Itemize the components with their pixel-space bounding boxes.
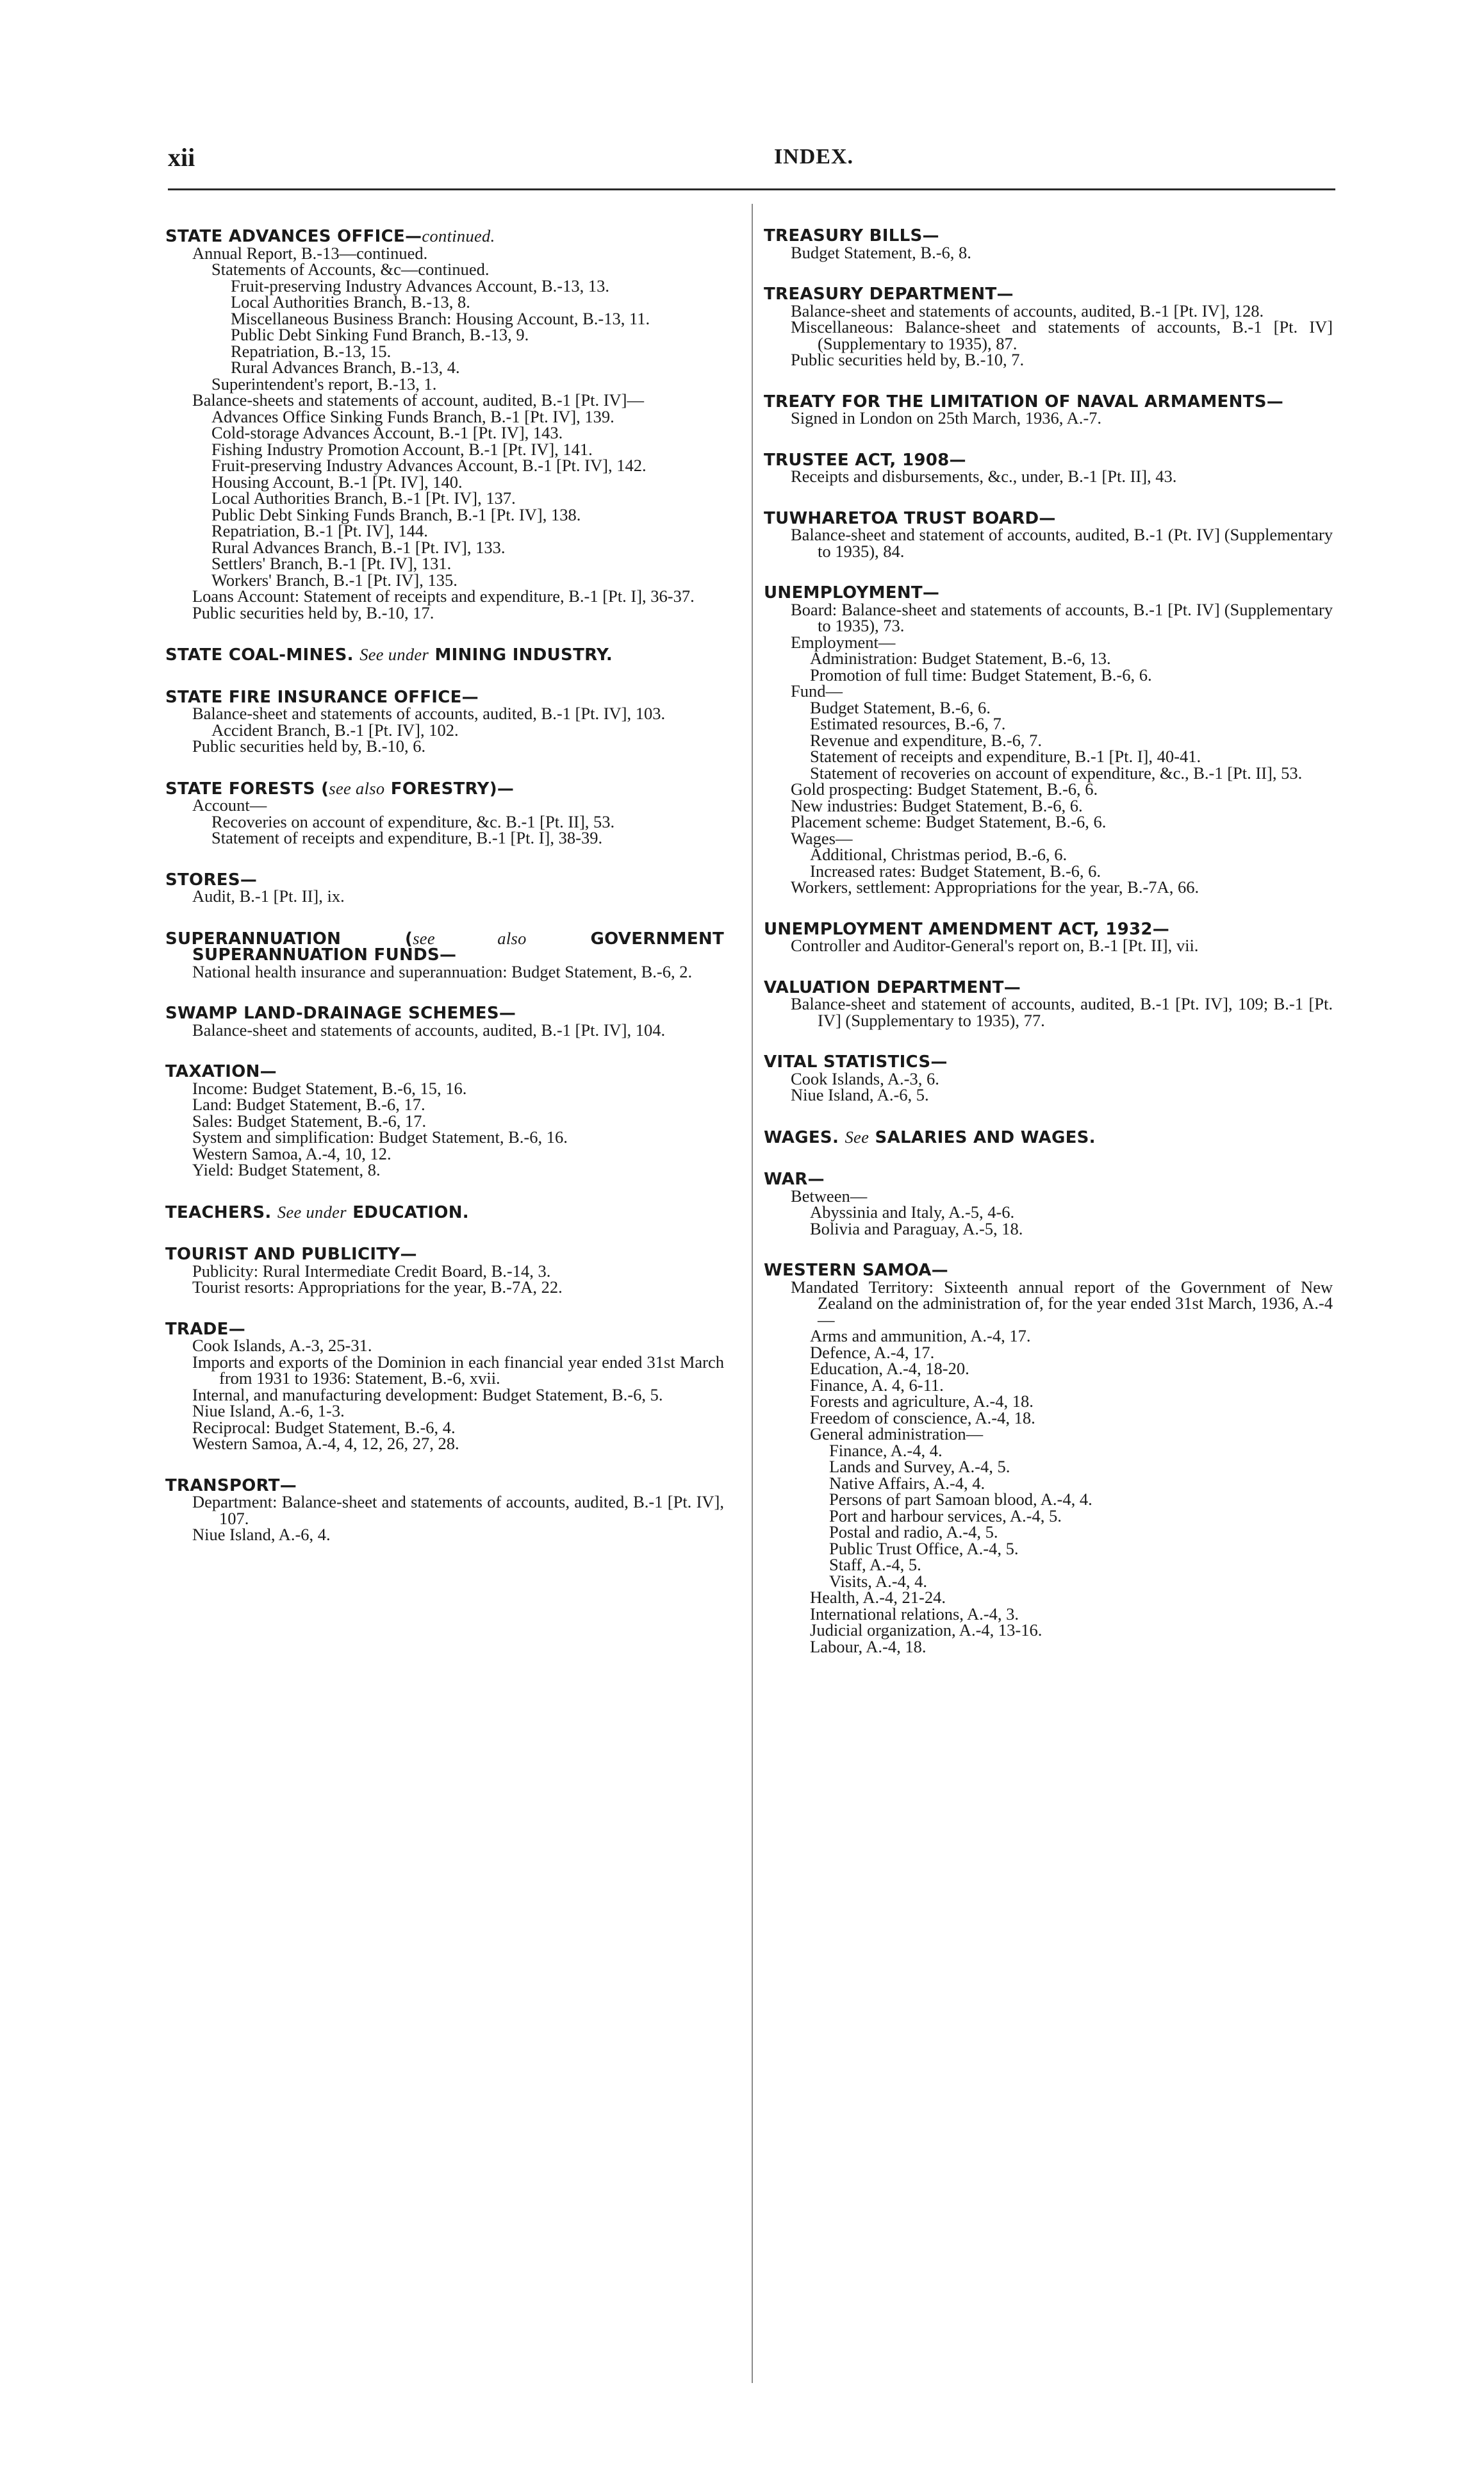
entry-subline: Housing Account, B.-1 [Pt. IV], 140.: [211, 472, 463, 492]
entry-subline: Recoveries on account of expenditure, &c. B.-1 [Pt. II], 53.: [211, 811, 615, 831]
entry-subline: National health insurance and superannuation: Budget Statement, B.-6, 2.: [192, 961, 693, 981]
entry-subline: Accident Branch, B.-1 [Pt. IV], 102.: [211, 720, 459, 740]
entry-subline: Bolivia and Paraguay, A.-5, 18.: [810, 1218, 1023, 1238]
entry-heading-crossref: See: [845, 1127, 870, 1147]
entry-heading-text: TREASURY BILLS—: [764, 226, 939, 245]
entry-subline: Balance-sheet and statements of accounts, audited, B.-1 [Pt. IV], 104.: [192, 1020, 666, 1040]
entry-heading-crossref: see also: [329, 778, 385, 798]
entry-subline: Annual Report, B.-13—continued.: [192, 243, 428, 263]
entry-subline: Abyssinia and Italy, A.-5, 4-6.: [810, 1202, 1015, 1222]
entry-subline: Statement of recoveries on account of expenditure, &c., B.-1 [Pt. II], 53.: [810, 763, 1303, 783]
entry-heading: [165, 1006, 724, 1022]
entry-subline: Balance-sheet and statement of accounts, audited, B.-1 (Pt. IV] (Supplementary to 1935), 84.: [791, 525, 1333, 561]
entry-subline: Judicial organization, A.-4, 13-16.: [810, 1620, 1043, 1640]
entry-subline: Labour, A.-4, 18.: [810, 1636, 927, 1656]
entry-subline: Increased rates: Budget Statement, B.-6, 6.: [810, 861, 1101, 881]
entry-heading-text: TUWHARETOA TRUST BOARD—: [764, 508, 1056, 528]
entry-subline: Visits, A.-4, 4.: [829, 1571, 928, 1591]
entry-subline: Niue Island, A.-6, 4.: [192, 1525, 331, 1544]
entry-subline: Between—: [791, 1186, 868, 1206]
entry-subline: General administration—: [810, 1424, 984, 1443]
entry-heading-crossref: See under: [277, 1202, 347, 1222]
entry-heading-text: STATE COAL-MINES.: [165, 645, 360, 665]
entry-subline: Finance, A.-4, 4.: [829, 1440, 943, 1460]
entry-subline: Native Affairs, A.-4, 4.: [829, 1473, 985, 1493]
running-head: INDEX.: [773, 145, 854, 169]
entry-subline: Estimated resources, B.-6, 7.: [810, 714, 1006, 733]
entry-subline: Miscellaneous: Balance-sheet and statements of accounts, B.-1 [Pt. IV] (Supplementary to 1935), 87.: [791, 317, 1333, 353]
index-entry: [165, 228, 724, 621]
entry-heading: [165, 928, 724, 965]
index-entry: [764, 450, 1333, 486]
entry-heading-crossref: see also: [413, 928, 527, 948]
entry-subline: Lands and Survey, A.-4, 5.: [829, 1457, 1010, 1476]
entry-subline: Local Authorities Branch, B.-13, 8.: [231, 292, 470, 311]
entry-heading-text: TAXATION—: [165, 1062, 277, 1081]
column-divider: [752, 204, 753, 2383]
entry-subline: Western Samoa, A.-4, 4, 12, 26, 27, 28.: [192, 1434, 459, 1453]
entry-subline: Fishing Industry Promotion Account, B.-1 [Pt. IV], 141.: [211, 439, 593, 459]
entry-subline: Niue Island, A.-6, 1-3.: [192, 1401, 345, 1420]
entry-heading-target: SALARIES AND WAGES.: [869, 1127, 1096, 1147]
entry-subline: Administration: Budget Statement, B.-6, 13.: [810, 649, 1111, 668]
entry-heading-target: GOVERNMENT SUPERANNUATION FUNDS—: [192, 929, 724, 965]
entry-subline: Fund—: [791, 681, 843, 701]
entry-subline: Miscellaneous Business Branch: Housing Account, B.-13, 11.: [231, 308, 650, 328]
entry-subline: Additional, Christmas period, B.-6, 6.: [810, 845, 1068, 864]
entry-heading-crossref: continued.: [422, 226, 495, 245]
entry-subline: Forests and agriculture, A.-4, 18.: [810, 1391, 1034, 1411]
entry-heading: [764, 1129, 1333, 1147]
entry-subline: Loans Account: Statement of receipts and expenditure, B.-1 [Pt. I], 36-37.: [192, 586, 695, 606]
entry-subline: Account—: [192, 795, 267, 815]
index-entry: [764, 228, 1333, 261]
entry-subline: Finance, A. 4, 6-11.: [810, 1375, 944, 1395]
entry-subline: System and simplification: Budget Statement, B.-6, 16.: [192, 1127, 568, 1147]
index-entry: [764, 1172, 1333, 1237]
entry-subline: New industries: Budget Statement, B.-6, 6.: [791, 795, 1083, 815]
entry-subline: Statements of Accounts, &c—continued.: [211, 260, 490, 279]
entry-heading: [764, 1054, 1333, 1071]
entry-heading-text: TRUSTEE ACT, 1908—: [764, 450, 966, 470]
entry-subline: Balance-sheet and statements of accounts, audited, B.-1 [Pt. IV], 103.: [192, 704, 666, 723]
index-entry: [165, 687, 724, 756]
entry-heading-text: VITAL STATISTICS—: [764, 1052, 948, 1072]
index-entry: [764, 585, 1333, 896]
entry-subline: Balance-sheets and statements of account, audited, B.-1 [Pt. IV]—: [192, 390, 644, 410]
entry-subline: Mandated Territory: Sixteenth annual report of the Government of New Zealand on the administration of, for the year ended 31st March, 1936, A.-4—: [791, 1277, 1333, 1329]
entry-subline: Wages—: [791, 828, 853, 848]
index-entry: [165, 1064, 724, 1179]
entry-subline: Superintendent's report, B.-13, 1.: [211, 374, 437, 394]
entry-heading-text: WAR—: [764, 1170, 825, 1189]
entry-subline: Employment—: [791, 632, 896, 652]
entry-heading-text: WAGES.: [764, 1127, 845, 1147]
entry-subline: Cold-storage Advances Account, B.-1 [Pt. IV], 143.: [211, 423, 563, 442]
entry-subline: Freedom of conscience, A.-4, 18.: [810, 1408, 1035, 1427]
entry-subline: Repatriation, B.-1 [Pt. IV], 144.: [211, 521, 428, 540]
index-entry: [165, 1204, 724, 1222]
entry-heading: [165, 228, 724, 245]
index-entry: [764, 977, 1333, 1030]
index-entry: [165, 928, 724, 981]
entry-heading-text: TOURIST AND PUBLICITY—: [165, 1245, 417, 1264]
entry-subline: Board: Balance-sheet and statements of accounts, B.-1 [Pt. IV] (Supplementary to 1935), 73.: [791, 599, 1333, 635]
entry-subline: Revenue and expenditure, B.-6, 7.: [810, 730, 1043, 750]
entry-subline: Balance-sheet and statements of accounts, audited, B.-1 [Pt. IV], 128.: [791, 301, 1264, 320]
entry-subline: Rural Advances Branch, B.-13, 4.: [231, 358, 460, 377]
entry-subline: Gold prospecting: Budget Statement, B.-6, 6.: [791, 779, 1098, 799]
entry-heading: [165, 647, 724, 664]
entry-subline: Settlers' Branch, B.-1 [Pt. IV], 131.: [211, 554, 452, 573]
entry-heading-text: WESTERN SAMOA—: [764, 1261, 948, 1280]
index-entry: [165, 872, 724, 905]
entry-subline: Workers, settlement: Appropriations for the year, B.-7A, 66.: [791, 877, 1200, 897]
index-entry: [764, 1263, 1333, 1655]
entry-subline: Public securities held by, B.-10, 17.: [192, 602, 434, 622]
entry-subline: Staff, A.-4, 5.: [829, 1555, 921, 1574]
entry-subline: Education, A.-4, 18-20.: [810, 1359, 969, 1378]
index-entry: [165, 1006, 724, 1038]
entry-heading-text: STATE ADVANCES OFFICE—: [165, 227, 422, 246]
entry-subline: Defence, A.-4, 17.: [810, 1342, 935, 1362]
entry-subline: Statement of receipts and expenditure, B.-1 [Pt. I], 38-39.: [211, 828, 603, 847]
entry-subline: Local Authorities Branch, B.-1 [Pt. IV], 137.: [211, 488, 516, 508]
entry-heading: [764, 287, 1333, 303]
entry-heading: [764, 228, 1333, 245]
entry-heading: [764, 1263, 1333, 1279]
entry-heading-text: SUPERANNUATION (: [165, 929, 413, 949]
entry-subline: Persons of part Samoan blood, A.-4, 4.: [829, 1490, 1092, 1509]
entry-subline: Cook Islands, A.-3, 25-31.: [192, 1336, 372, 1355]
entry-heading-target: MINING INDUSTRY.: [429, 645, 613, 665]
entry-subline: Arms and ammunition, A.-4, 17.: [810, 1326, 1031, 1345]
entry-subline: Cook Islands, A.-3, 6.: [791, 1068, 939, 1088]
entry-subline: Fruit-preserving Industry Advances Account, B.-1 [Pt. IV], 142.: [211, 456, 647, 475]
index-entry: [165, 647, 724, 664]
entry-heading-text: UNEMPLOYMENT—: [764, 583, 940, 602]
entry-heading-text: TRADE—: [165, 1319, 246, 1339]
entry-subline: Land: Budget Statement, B.-6, 17.: [192, 1095, 425, 1114]
index-entry: [764, 1129, 1333, 1147]
entry-heading-target: FORESTRY)—: [384, 779, 515, 799]
entry-heading-text: STATE FIRE INSURANCE OFFICE—: [165, 687, 479, 707]
entry-heading-text: STORES—: [165, 870, 258, 890]
entry-subline: Statement of receipts and expenditure, B.-1 [Pt. I], 40-41.: [810, 747, 1201, 766]
entry-subline: Department: Balance-sheet and statements of accounts, audited, B.-1 [Pt. IV], 107.: [192, 1492, 724, 1528]
entry-heading-text: SWAMP LAND-DRAINAGE SCHEMES—: [165, 1004, 516, 1023]
entry-subline: Public Debt Sinking Fund Branch, B.-13, 9.: [231, 325, 529, 344]
entry-subline: Repatriation, B.-13, 15.: [231, 341, 392, 361]
entry-heading-text: TREASURY DEPARTMENT—: [764, 285, 1014, 304]
entry-subline: Tourist resorts: Appropriations for the year, B.-7A, 22.: [192, 1277, 563, 1297]
entry-subline: Postal and radio, A.-4, 5.: [829, 1522, 998, 1541]
index-entry: [764, 919, 1333, 955]
entry-subline: Internal, and manufacturing development: Budget Statement, B.-6, 5.: [192, 1384, 663, 1404]
index-entry: [764, 287, 1333, 369]
index-entry: [165, 1475, 724, 1544]
entry-subline: Public Debt Sinking Funds Branch, B.-1 [Pt. IV], 138.: [211, 504, 581, 524]
page-number: xii: [168, 143, 195, 172]
entry-subline: Health, A.-4, 21-24.: [810, 1588, 946, 1607]
entry-subline: Public Trust Office, A.-4, 5.: [829, 1538, 1019, 1558]
index-column-right: [764, 228, 1333, 1681]
index-entry: [764, 508, 1333, 561]
entry-subline: Imports and exports of the Dominion in each financial year ended 31st March from 1931 to 1936: Statement, B.-6, xvii.: [192, 1352, 724, 1388]
entry-subline: Audit, B.-1 [Pt. II], ix.: [192, 886, 345, 906]
entry-subline: Western Samoa, A.-4, 10, 12.: [192, 1143, 392, 1163]
entry-subline: Income: Budget Statement, B.-6, 15, 16.: [192, 1078, 467, 1098]
entry-subline: Budget Statement, B.-6, 8.: [791, 242, 971, 262]
entry-heading-crossref: See under: [359, 645, 429, 664]
entry-heading-target: EDUCATION.: [346, 1202, 469, 1222]
entry-subline: Public securities held by, B.-10, 7.: [791, 350, 1025, 369]
entry-heading-text: TEACHERS.: [165, 1202, 277, 1222]
entry-subline: Niue Island, A.-6, 5.: [791, 1085, 929, 1104]
entry-subline: Port and harbour services, A.-4, 5.: [829, 1506, 1062, 1525]
entry-heading-text: UNEMPLOYMENT AMENDMENT ACT, 1932—: [764, 919, 1170, 939]
index-entry: [764, 1054, 1333, 1104]
entry-heading-text: VALUATION DEPARTMENT—: [764, 977, 1021, 997]
entry-subline: Balance-sheet and statement of accounts, audited, B.-1 [Pt. IV], 109; B.-1 [Pt. IV] (Supplementary to 1935), 77.: [791, 994, 1333, 1030]
index-entry: [165, 778, 724, 847]
entry-subline: Publicity: Rural Intermediate Credit Board, B.-14, 3.: [192, 1261, 551, 1281]
index-entry: [165, 1247, 724, 1296]
entry-heading: [764, 585, 1333, 602]
entry-subline: Yield: Budget Statement, 8.: [192, 1160, 381, 1179]
entry-subline: Signed in London on 25th March, 1936, A.-7.: [791, 408, 1102, 428]
entry-subline: Public securities held by, B.-10, 6.: [192, 736, 426, 756]
entry-heading-text: STATE FORESTS (: [165, 779, 329, 799]
entry-subline: Placement scheme: Budget Statement, B.-6, 6.: [791, 812, 1107, 831]
index-entry: [764, 394, 1333, 427]
entry-subline: Receipts and disbursements, &c., under, B.-1 [Pt. II], 43.: [791, 467, 1177, 486]
index-column-left: [165, 228, 724, 1569]
entry-subline: Fruit-preserving Industry Advances Account, B.-13, 13.: [231, 276, 609, 295]
entry-subline: Promotion of full time: Budget Statement, B.-6, 6.: [810, 665, 1152, 685]
index-entry: [165, 1319, 724, 1453]
entry-heading: [165, 1204, 724, 1222]
entry-heading-text: TREATY FOR THE LIMITATION OF NAVAL ARMAMENTS—: [764, 392, 1284, 411]
entry-subline: Reciprocal: Budget Statement, B.-6, 4.: [192, 1417, 456, 1437]
header-rule: [168, 188, 1335, 190]
entry-heading: [165, 1247, 724, 1263]
entry-subline: Budget Statement, B.-6, 6.: [810, 697, 991, 717]
entry-subline: Sales: Budget Statement, B.-6, 17.: [192, 1111, 427, 1131]
entry-subline: Rural Advances Branch, B.-1 [Pt. IV], 133.: [211, 537, 506, 557]
entry-subline: Controller and Auditor-General's report on, B.-1 [Pt. II], vii.: [791, 936, 1199, 955]
entry-heading-text: TRANSPORT—: [165, 1475, 297, 1495]
entry-heading: [764, 1172, 1333, 1188]
entry-subline: Advances Office Sinking Funds Branch, B.-1 [Pt. IV], 139.: [211, 406, 614, 426]
entry-subline: Workers' Branch, B.-1 [Pt. IV], 135.: [211, 570, 458, 590]
entry-subline: International relations, A.-4, 3.: [810, 1604, 1019, 1624]
entry-heading: [165, 1064, 724, 1081]
